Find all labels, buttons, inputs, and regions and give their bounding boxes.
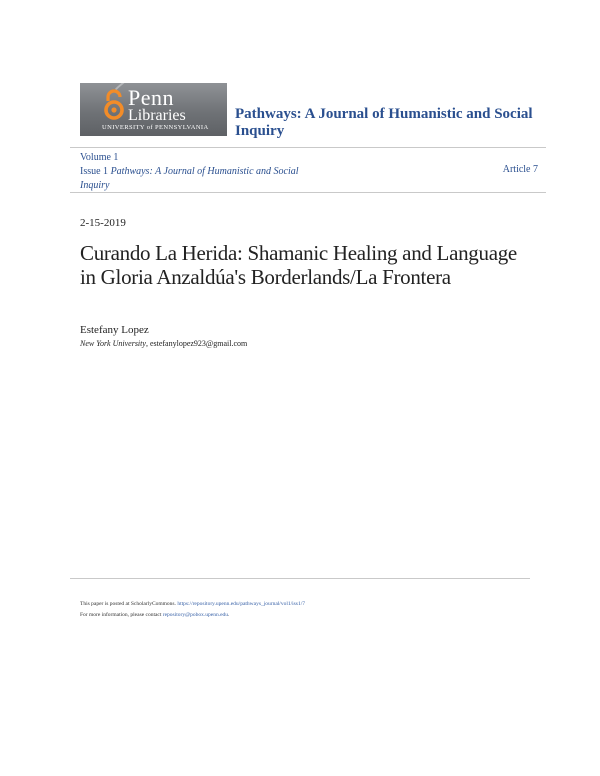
footer-contact-end: .	[228, 612, 230, 618]
journal-title-link[interactable]: Pathways: A Journal of Humanistic and Social Inquiry	[235, 106, 533, 139]
footer-posted-text: This paper is posted at ScholarlyCommons.	[80, 601, 176, 607]
publication-date: 2-15-2019	[80, 217, 126, 229]
footer-contact-line	[80, 610, 540, 621]
affiliation-separator: ,	[145, 339, 150, 348]
logo-libraries-text: Libraries	[128, 107, 186, 124]
footer-divider	[70, 578, 530, 579]
author-name: Estefany Lopez	[80, 324, 149, 336]
volume-link[interactable]: Volume 1	[80, 152, 119, 163]
penn-libraries-logo[interactable]	[80, 83, 227, 136]
footer-posted-line	[80, 599, 540, 610]
issue-journal-link[interactable]: Pathways: A Journal of Humanistic and Social Inquiry	[80, 166, 299, 191]
author-affiliation	[80, 339, 247, 348]
author-institution: New York University	[80, 339, 146, 348]
open-access-icon	[102, 89, 126, 121]
article-title: Curando La Herida: Shamanic Healing and Language in Gloria Anzaldúa's Borderlands/La Frontera	[80, 241, 517, 289]
issue-line[interactable]	[80, 165, 320, 193]
volume-issue-block	[80, 151, 320, 193]
issue-link[interactable]: Issue 1	[80, 166, 109, 177]
footer-notice	[80, 599, 540, 621]
logo-university-text: UNIVERSITY of PENNSYLVANIA	[102, 124, 209, 131]
footer-posted-url[interactable]: https://repository.upenn.edu/pathways_journal/vol1/iss1/7	[177, 601, 305, 607]
header-divider-bottom	[70, 192, 546, 193]
footer-contact-text: For more information, please contact	[80, 612, 162, 618]
logo-penn-text: Penn	[128, 85, 174, 110]
author-email: estefanylopez923@gmail.com	[149, 339, 248, 348]
header-divider-top	[70, 147, 546, 148]
footer-contact-email[interactable]: repository@pobox.upenn.edu	[162, 612, 229, 618]
article-number: Article 7	[502, 164, 538, 175]
